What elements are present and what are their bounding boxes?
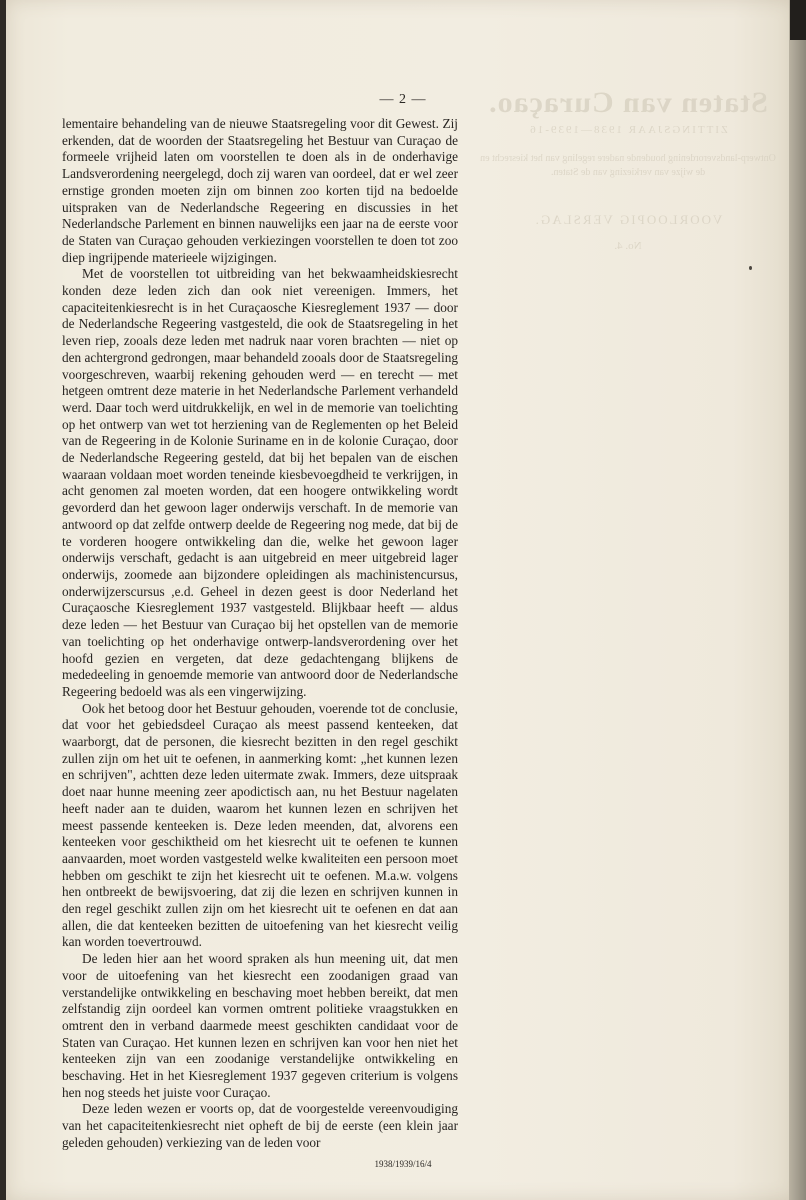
paragraph-ontwikkeling: De leden hier aan het woord spraken als hun meening uit, dat men voor de uitoefening van het kiesrecht een zoodanigen graad van verstandelijke ontwikkeling en beschaving moet hebben bereikt, dat men zelfstandig zijn oordeel kan vormen omtrent politieke vraagstukken en omtrent den in verband daarmede meest geschikten candidaat voor de Staten van Curaçao. Het kunnen lezen en schrijven kan voor hen niet het kenteeken zijn van een zoodanige verstandelijke ontwikkeling en beschaving. Het in het Kiesreglement 1937 gegeven criterium is volgens hen nog steeds het juiste voor Curaçao. bbox=[62, 951, 458, 1100]
footer-reference: 1938/1939/16/4 bbox=[374, 1159, 432, 1169]
paragraph-vereenvoudiging: Deze leden wezen er voorts op, dat de voorgestelde vereenvoudiging van het capaciteitenkiesrecht niet opheft de bij de eerste (een klein jaar geleden gehouden) verkiezing van de leden voor bbox=[62, 1101, 458, 1150]
paragraph-capaciteitenkiesrecht: Met de voorstellen tot uitbreiding van het bekwaamheidskiesrecht konden deze leden zich dan ook niet vereenigen. Immers, het capaciteitenkiesrecht is in het Curaçaosche Kiesreglement 1937 — door de Nederlandsche Regeering vastgesteld, die ook de Staatsregeling in het leven riep, zooals deze leden met nadruk naar voren brachten — niet op den achtergrond gedrongen, maar behandeld zooals door de Staatsregeling voorgeschreven, waarbij rekening gehouden werd — en terecht — met hetgeen omtrent deze materie in het Nederlandsche Parlement verhandeld werd. Daar toch werd uitdrukkelijk, en wel in de memorie van toelichting op het ontwerp van wet tot herziening van de Reglementen op het Beleid van de Regeering in de Kolonie Suriname en in de kolonie Curaçao, door de Nederlandsche Regeering gesteld, dat bij het bepalen van de eischen waaraan voldaan moet worden teneinde kiesbevoegdheid te verkrijgen, in acht genomen zal moeten worden, dat een hoogere ontwikkeling wordt gevorderd dan het gewoon lager onderwijs verschaft. In de memorie van antwoord op dat zelfde ontwerp deelde de Regeering nog mede, dat bij de te vorderen hoogere ontwikkeling dan die, welke het gewoon lager onderwijs verschaft, gedacht is aan uitgebreid en meer uitgebreid lager onderwijs, zoomede aan bijzondere opleidingen als machinistencursus, onderwijzerscursus ,e.d. Geheel in dezen geest is door Nederland het Curaçaosche Kiesreglement 1937 vastgesteld. Blijkbaar heeft — aldus deze leden — het Bestuur van Curaçao bij het opstellen van de memorie van toelichting op het onderhavige ontwerp-landsverordening over het hoofd gezien en vergeten, dat deze gedachtengang blijkens de mededeeling in genoemde memorie van antwoord door de Nederlandsche Regeering bedoeld was als een vingerwijzing. bbox=[62, 266, 458, 699]
show-through-subtitle: ZITTINGSJAAR 1938—1939-16 bbox=[528, 124, 728, 136]
show-through-report-heading: VOORLOOPIG VERSLAG. bbox=[533, 212, 723, 227]
show-through-title: Staten van Curaçao. bbox=[488, 86, 768, 119]
page-edge bbox=[789, 0, 806, 1200]
show-through-description: Ontwerp-landsverordening houdende nadere regeling van het kiesrecht en de wijze van verkiezing van de Staten. bbox=[480, 153, 776, 178]
paragraph-lezen-schrijven: Ook het betoog door het Bestuur gehouden, voerende tot de conclusie, dat voor het gebiedsdeel Curaçao als meest passend kenteeken, dat waarborgt, dat de personen, die kiesrecht bezitten in den regel geschikt zullen zijn om het uit te oefenen, in aanmerking komt: „het kunnen lezen en schrijven", achtten deze leden uitermate zwak. Immers, deze uitspraak doet naar hunne meening zeer apodictisch aan, nu het Bestuur nagelaten heeft nader aan te duiden, waarom het kunnen lezen en schrijven het meest passende kenteeken is. Deze leden meenden, dat, alvorens een kenteeken voor geschiktheid om het kiesrecht uit te oefenen te kunnen aanvaarden, moet worden vastgesteld welke kwaliteiten een persoon moet hebben om geschikt te zijn het kiesrecht uit te oefenen. M.a.w. volgens hen ontbreekt de bewijsvoering, dat zij die lezen en schrijven kunnen in den regel geschikt zullen zijn om het kiesrecht uit te oefenen en dat aan allen, die dat kenteeken bezitten de uitoefening van het kiesrecht veilig kan worden toevertrouwd. bbox=[62, 700, 458, 950]
ink-speck bbox=[749, 266, 752, 270]
show-through-report-number: No. 4. bbox=[614, 240, 642, 252]
body-text bbox=[62, 116, 458, 1152]
page-corner-shadow bbox=[790, 0, 806, 40]
paragraph-continuation: lementaire behandeling van de nieuwe Staatsregeling voor dit Gewest. Zij erkenden, dat de woorden der Staatsregeling het Bestuur van Curaçao de formeele vrijheid laten om voorstellen te doen als in de onderhavige Landsverordening neergelegd, doch zij waren van oordeel, dat er wel zeer ernstige gronden moeten zijn om binnen zoo korten tijd na bedoelde uitspraken van de Nederlandsche Regeering en discussies in het Nederlandsche Parlement en binnen nauwelijks een jaar na de eerste voor de Staten van Curaçao gehouden verkiezingen voorstellen te doen tot zoo diep ingrijpende materieele wijzigingen. bbox=[62, 116, 458, 265]
page-number: — 2 — bbox=[379, 92, 427, 107]
